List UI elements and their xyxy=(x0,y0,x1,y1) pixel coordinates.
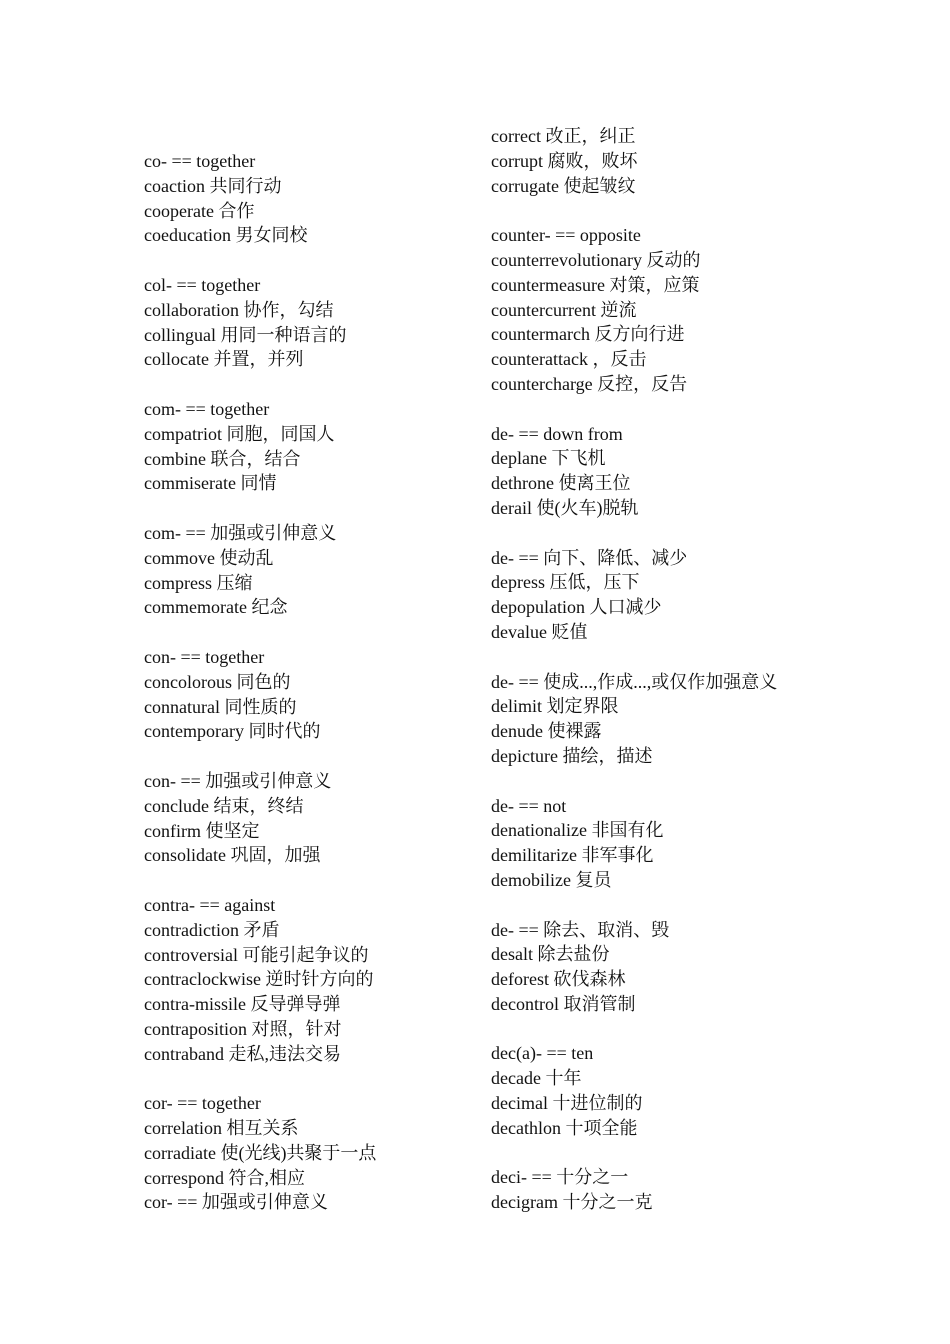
vocab-entry: contraposition 对照，针对 xyxy=(144,1018,342,1039)
blank-line xyxy=(491,1141,911,1166)
vocab-entry: commove 使动乱 xyxy=(144,547,274,568)
blank-line xyxy=(491,893,911,918)
vocab-entry: countercurrent 逆流 xyxy=(491,299,637,320)
vocab-entry: collocate 并置，并列 xyxy=(144,349,304,370)
left-column xyxy=(144,149,544,1215)
prefix-heading: counter- == opposite xyxy=(491,225,641,246)
blank-line xyxy=(491,769,911,794)
prefix-heading: de- == 使成...,作成...,或仅作加强意义 xyxy=(491,671,778,692)
vocab-entry: deforest 砍伐森林 xyxy=(491,969,626,990)
prefix-heading: de- == 除去、取消、毁 xyxy=(491,919,670,940)
blank-line xyxy=(491,1017,911,1042)
blank-line xyxy=(144,868,544,893)
vocab-entry: consolidate 巩固，加强 xyxy=(144,845,321,866)
vocab-entry: corrugate 使起皱纹 xyxy=(491,175,636,196)
vocab-entry: collaboration 协作，勾结 xyxy=(144,299,334,320)
vocab-entry: decade 十年 xyxy=(491,1068,582,1089)
vocab-entry: delimit 划定界限 xyxy=(491,696,619,717)
vocab-entry: correct 改正，纠正 xyxy=(491,126,636,146)
vocab-entry: counterattack ，反击 xyxy=(491,349,647,370)
right-column xyxy=(491,124,911,1215)
vocab-entry: decimal 十进位制的 xyxy=(491,1093,643,1114)
vocab-entry: coaction 共同行动 xyxy=(144,175,282,196)
vocab-entry: demobilize 复员 xyxy=(491,869,612,890)
vocab-entry: depopulation 人口减少 xyxy=(491,597,662,618)
vocab-entry: countermarch 反方向行进 xyxy=(491,324,685,345)
vocab-entry: contra-missile 反导弹导弹 xyxy=(144,994,341,1015)
vocab-entry: connatural 同性质的 xyxy=(144,696,297,717)
vocab-entry: corrupt 腐败，败坏 xyxy=(491,150,638,171)
prefix-heading: com- == 加强或引伸意义 xyxy=(144,522,337,543)
blank-line xyxy=(491,198,911,223)
blank-line xyxy=(144,372,544,397)
vocab-entry: desalt 除去盐份 xyxy=(491,944,610,965)
prefix-heading: de- == 向下、降低、减少 xyxy=(491,547,688,568)
vocab-entry: deplane 下飞机 xyxy=(491,448,606,469)
vocab-entry: contraclockwise 逆时针方向的 xyxy=(144,969,374,990)
vocab-entry: decigram 十分之一克 xyxy=(491,1192,653,1213)
blank-line xyxy=(144,1066,544,1091)
prefix-heading: con- == together xyxy=(144,646,265,667)
vocab-entry: commiserate 同情 xyxy=(144,473,277,494)
vocab-entry: concolorous 同色的 xyxy=(144,671,291,692)
vocab-entry: controversial 可能引起争议的 xyxy=(144,944,369,965)
prefix-heading: col- == together xyxy=(144,274,261,295)
blank-line xyxy=(144,620,544,645)
vocab-entry: compatriot 同胞，同国人 xyxy=(144,423,335,444)
vocab-entry: dethrone 使离王位 xyxy=(491,473,631,494)
vocab-entry: contraband 走私,违法交易 xyxy=(144,1043,341,1064)
vocab-entry: denationalize 非国有化 xyxy=(491,820,664,841)
vocab-entry: derail 使(火车)脱轨 xyxy=(491,497,639,518)
vocab-entry: collingual 用同一种语言的 xyxy=(144,324,347,345)
blank-line xyxy=(491,521,911,546)
vocab-entry: countercharge 反控，反告 xyxy=(491,373,688,394)
blank-line xyxy=(144,496,544,521)
vocab-entry: counterrevolutionary 反动的 xyxy=(491,249,701,270)
vocab-entry: conclude 结束，终结 xyxy=(144,795,304,816)
prefix-heading: com- == together xyxy=(144,398,270,419)
blank-line xyxy=(144,744,544,769)
blank-line xyxy=(491,397,911,422)
vocab-entry: contemporary 同时代的 xyxy=(144,721,321,742)
vocab-entry: decontrol 取消管制 xyxy=(491,993,636,1014)
vocab-entry: devalue 贬值 xyxy=(491,621,588,642)
vocab-entry: combine 联合，结合 xyxy=(144,448,301,469)
vocab-entry: demilitarize 非军事化 xyxy=(491,845,654,866)
prefix-heading: deci- == 十分之一 xyxy=(491,1167,629,1188)
vocab-entry: coeducation 男女同校 xyxy=(144,225,308,246)
vocab-entry: commemorate 纪念 xyxy=(144,597,288,618)
vocab-entry: corradiate 使(光线)共聚于一点 xyxy=(144,1142,377,1163)
prefix-heading: de- == not xyxy=(491,795,567,816)
prefix-heading: cor- == together xyxy=(144,1093,261,1114)
blank-line xyxy=(144,248,544,273)
vocab-entry: denude 使裸露 xyxy=(491,721,602,742)
prefix-heading: cor- == 加强或引伸意义 xyxy=(144,1192,328,1213)
blank-line xyxy=(491,645,911,670)
vocab-entry: correspond 符合,相应 xyxy=(144,1167,305,1188)
vocab-entry: depress 压低，压下 xyxy=(491,572,640,593)
prefix-heading: de- == down from xyxy=(491,423,623,444)
vocab-entry: confirm 使坚定 xyxy=(144,820,260,841)
vocab-entry: compress 压缩 xyxy=(144,572,253,593)
vocab-entry: correlation 相互关系 xyxy=(144,1118,299,1139)
prefix-heading: con- == 加强或引伸意义 xyxy=(144,770,332,791)
prefix-heading: dec(a)- == ten xyxy=(491,1043,594,1064)
vocab-entry: contradiction 矛盾 xyxy=(144,919,280,940)
vocab-entry: depicture 描绘，描述 xyxy=(491,745,653,766)
prefix-heading: co- == together xyxy=(144,151,256,171)
vocab-entry: countermeasure 对策，应策 xyxy=(491,274,700,295)
vocab-entry: cooperate 合作 xyxy=(144,200,255,221)
prefix-heading: contra- == against xyxy=(144,894,276,915)
vocab-entry: decathlon 十项全能 xyxy=(491,1117,638,1138)
